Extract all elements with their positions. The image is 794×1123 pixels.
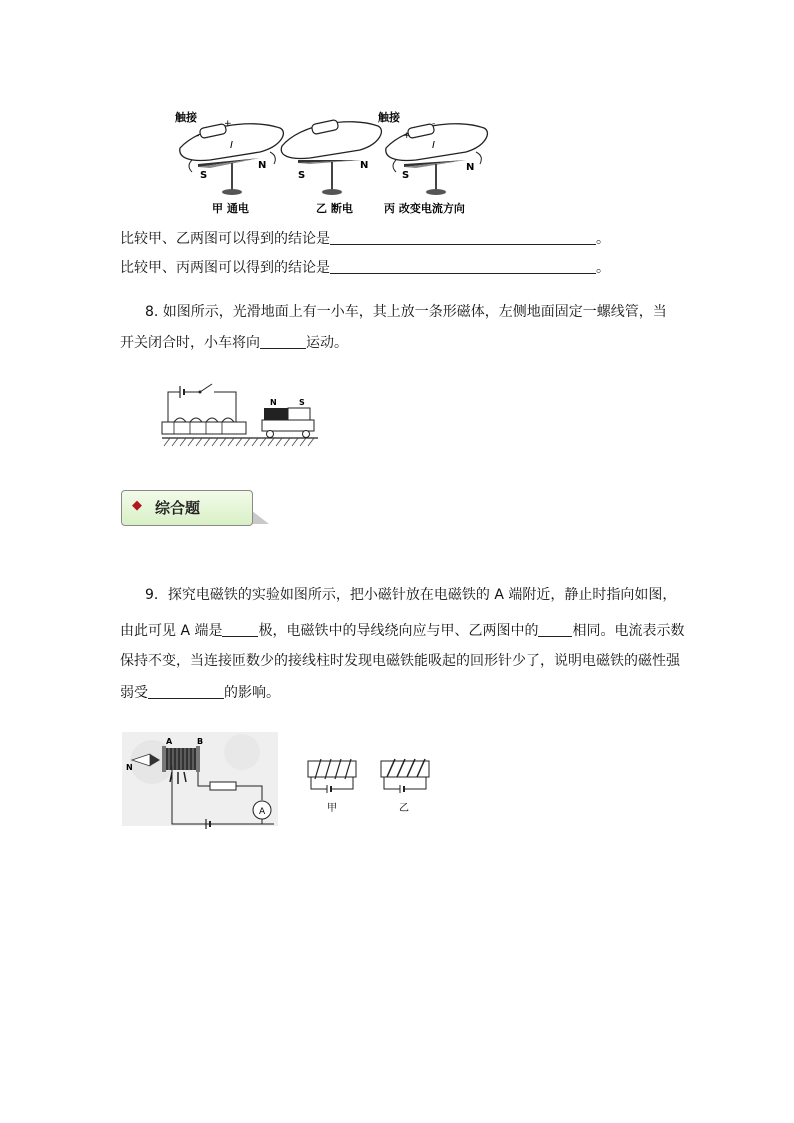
svg-text:+: + [224, 119, 232, 129]
q8-answer-blank[interactable] [260, 334, 306, 349]
ammeter-label: A [259, 807, 266, 817]
answer-blank-2[interactable] [330, 259, 596, 274]
svg-text:-: - [432, 119, 436, 129]
q9-answer-blank-3[interactable] [148, 684, 224, 699]
q9-line-2-c: 相同。电流表示数 [572, 623, 685, 639]
magnet-n: N [270, 398, 277, 407]
q9-line-4-end: 的影响。 [224, 685, 280, 701]
compare-line-2-end: 。 [596, 260, 610, 276]
caption-bing: 丙 改变电流方向 [384, 202, 465, 215]
pole-s-1: S [200, 170, 208, 181]
caption-yi-2: 乙 [399, 803, 409, 814]
compare-line-1 [120, 229, 610, 249]
q9-line-1: 9．探究电磁铁的实验如图所示，把小磁针放在电磁铁的 A 端附近，静止时指向如图， [145, 587, 677, 603]
oersted-figure [170, 108, 505, 218]
touch-label-2: 触接 [378, 111, 400, 124]
end-b-label: B [197, 737, 204, 746]
pole-n-1: N [258, 160, 267, 171]
compare-line-2-text: 比较甲、丙两图可以得到的结论是 [120, 260, 330, 276]
svg-text:-: - [196, 131, 200, 141]
q9-line-4-text: 弱受 [120, 685, 148, 701]
pole-s-2: S [298, 170, 306, 181]
pole-s-3: S [402, 170, 410, 181]
section-shadow [251, 510, 269, 524]
caption-jia-2: 甲 [327, 803, 337, 814]
section-header [121, 490, 253, 526]
caption-yi: 乙 断电 [316, 202, 353, 215]
touch-label-1: 触接 [175, 111, 197, 124]
diamond-icon: ◆ [132, 498, 142, 513]
panel-jia [175, 110, 283, 215]
q8-figure [160, 380, 322, 452]
end-a-label: A [166, 737, 173, 746]
compare-line-1-end: 。 [596, 231, 610, 247]
current-label: I [230, 140, 233, 151]
electromagnet-figure [122, 732, 280, 832]
needle-n: N [126, 763, 133, 772]
pole-n-2: N [360, 160, 369, 171]
section-title: 综合题 [155, 499, 201, 517]
magnet-s: S [299, 398, 305, 407]
answer-blank-1[interactable] [330, 230, 596, 245]
q8-line-2-end: 运动。 [306, 335, 348, 351]
q8-line-2 [120, 333, 348, 353]
q9-line-4 [120, 683, 280, 703]
q9-answer-blank-1[interactable] [222, 622, 258, 637]
compare-line-1-text: 比较甲、乙两图可以得到的结论是 [120, 231, 330, 247]
q9-answer-blank-2[interactable] [538, 622, 572, 637]
svg-text:+: + [403, 131, 411, 141]
panel-bing [378, 110, 487, 215]
panel-yi [281, 119, 381, 215]
q9-line-3: 保持不变，当连接匝数少的接线柱时发现电磁铁能吸起的回形针少了，说明电磁铁的磁性强 [120, 653, 680, 669]
pole-n-3: N [466, 162, 475, 173]
q9-line-2-b: 极，电磁铁中的导线绕向应与甲、乙两图中的 [258, 623, 539, 639]
q8-line-2-text: 开关闭合时，小车将向 [120, 335, 260, 351]
caption-jia: 甲 通电 [212, 202, 249, 215]
winding-figure [305, 755, 435, 817]
q8-line-1: 8. 如图所示，光滑地面上有一小车，其上放一条形磁体，左侧地面固定一螺线管，当 [145, 304, 667, 320]
current-label-2: I [432, 140, 435, 151]
compare-line-2 [120, 258, 610, 278]
q9-line-2-a: 由此可见 A 端是 [120, 623, 223, 639]
q9-line-2 [120, 621, 684, 641]
